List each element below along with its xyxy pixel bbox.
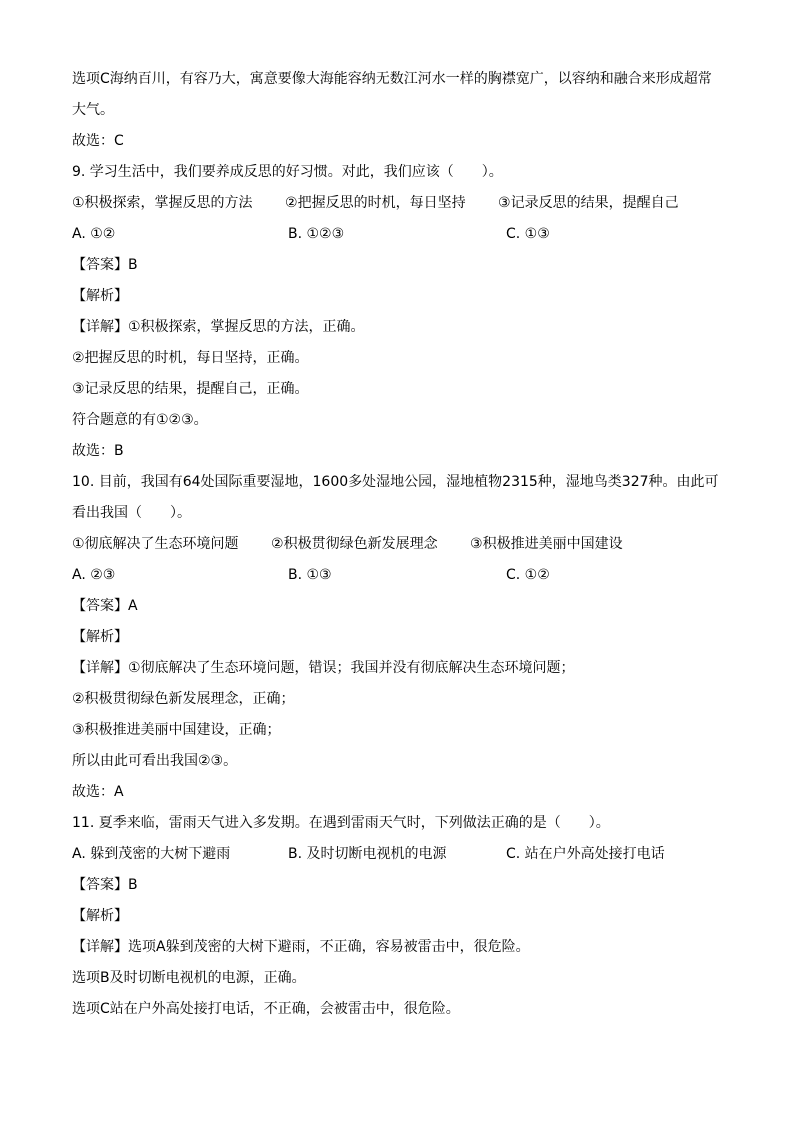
q10-detail-2: ②积极贯彻绿色新发展理念，正确； (72, 691, 295, 707)
q9-detail-3: ③记录反思的结果，提醒自己，正确。 (72, 381, 309, 397)
q10-statement-3: ③积极推进美丽中国建设 (470, 536, 623, 552)
q9-analysis-label: 【解析】 (72, 288, 128, 304)
q10-stem-line-1: 10. 目前，我国有64处国际重要湿地，1600多处湿地公园，湿地植物2315种，湿地鸟类327种。由此可 (72, 474, 719, 490)
q11-detail-3: 选项C站在户外高处接打电话，不正确，会被雷击中，很危险。 (72, 1001, 460, 1017)
q11-option-a: A. 躲到茂密的大树下避雨 (72, 846, 231, 862)
q9-statements (72, 188, 732, 219)
q9-detail-1: 【详解】①积极探索，掌握反思的方法，正确。 (72, 319, 365, 335)
q9-statement-2: ②把握反思的时机，每日坚持 (285, 195, 466, 211)
q9-option-a: A. ①② (72, 226, 116, 242)
q9-option-c: C. ①③ (506, 226, 550, 242)
prev-explanation-line-1: 选项C海纳百川，有容乃大，寓意要像大海能容纳无数江河水一样的胸襟宽广，以容纳和融合来形成超常 (72, 71, 712, 87)
q10-option-a: A. ②③ (72, 567, 116, 583)
q9-option-b: B. ①②③ (288, 226, 345, 242)
prev-explanation-line-2: 大气。 (72, 102, 114, 118)
q9-answer: 【答案】B (72, 257, 138, 273)
prev-choice: 故选：C (72, 133, 124, 149)
q11-options (72, 839, 732, 870)
q10-choice: 故选：A (72, 784, 124, 800)
document-page (72, 64, 732, 1025)
q10-detail-3: ③积极推进美丽中国建设，正确； (72, 722, 281, 738)
q10-option-c: C. ①② (506, 567, 550, 583)
q9-detail-4: 符合题意的有①②③。 (72, 412, 208, 428)
q11-detail-2: 选项B及时切断电视机的电源，正确。 (72, 970, 306, 986)
q9-statement-3: ③记录反思的结果，提醒自己 (498, 195, 679, 211)
q10-option-b: B. ①③ (288, 567, 332, 583)
q11-option-b: B. 及时切断电视机的电源 (288, 846, 447, 862)
q10-statements (72, 529, 732, 560)
q9-choice: 故选：B (72, 443, 124, 459)
q10-statement-1: ①彻底解决了生态环境问题 (72, 536, 239, 552)
q10-answer: 【答案】A (72, 598, 138, 614)
q11-detail-1: 【详解】选项A躲到茂密的大树下避雨，不正确，容易被雷击中，很危险。 (72, 939, 530, 955)
q10-statement-2: ②积极贯彻绿色新发展理念 (271, 536, 438, 552)
q11-stem: 11. 夏季来临，雷雨天气进入多发期。在遇到雷雨天气时，下列做法正确的是（ ）。 (72, 815, 610, 831)
q9-options (72, 219, 732, 250)
q11-option-c: C. 站在户外高处接打电话 (506, 846, 665, 862)
q10-analysis-label: 【解析】 (72, 629, 128, 645)
q11-answer: 【答案】B (72, 877, 138, 893)
q11-analysis-label: 【解析】 (72, 908, 128, 924)
q10-detail-4: 所以由此可看出我国②③。 (72, 753, 238, 769)
q10-stem-line-2: 看出我国（ ）。 (72, 505, 191, 521)
q9-detail-2: ②把握反思的时机，每日坚持，正确。 (72, 350, 309, 366)
q9-statement-1: ①积极探索，掌握反思的方法 (72, 195, 253, 211)
q10-detail-1: 【详解】①彻底解决了生态环境问题，错误；我国并没有彻底解决生态环境问题； (72, 660, 575, 676)
q9-stem: 9. 学习生活中，我们要养成反思的好习惯。对此，我们应该（ ）。 (72, 164, 503, 180)
q10-options (72, 560, 732, 591)
